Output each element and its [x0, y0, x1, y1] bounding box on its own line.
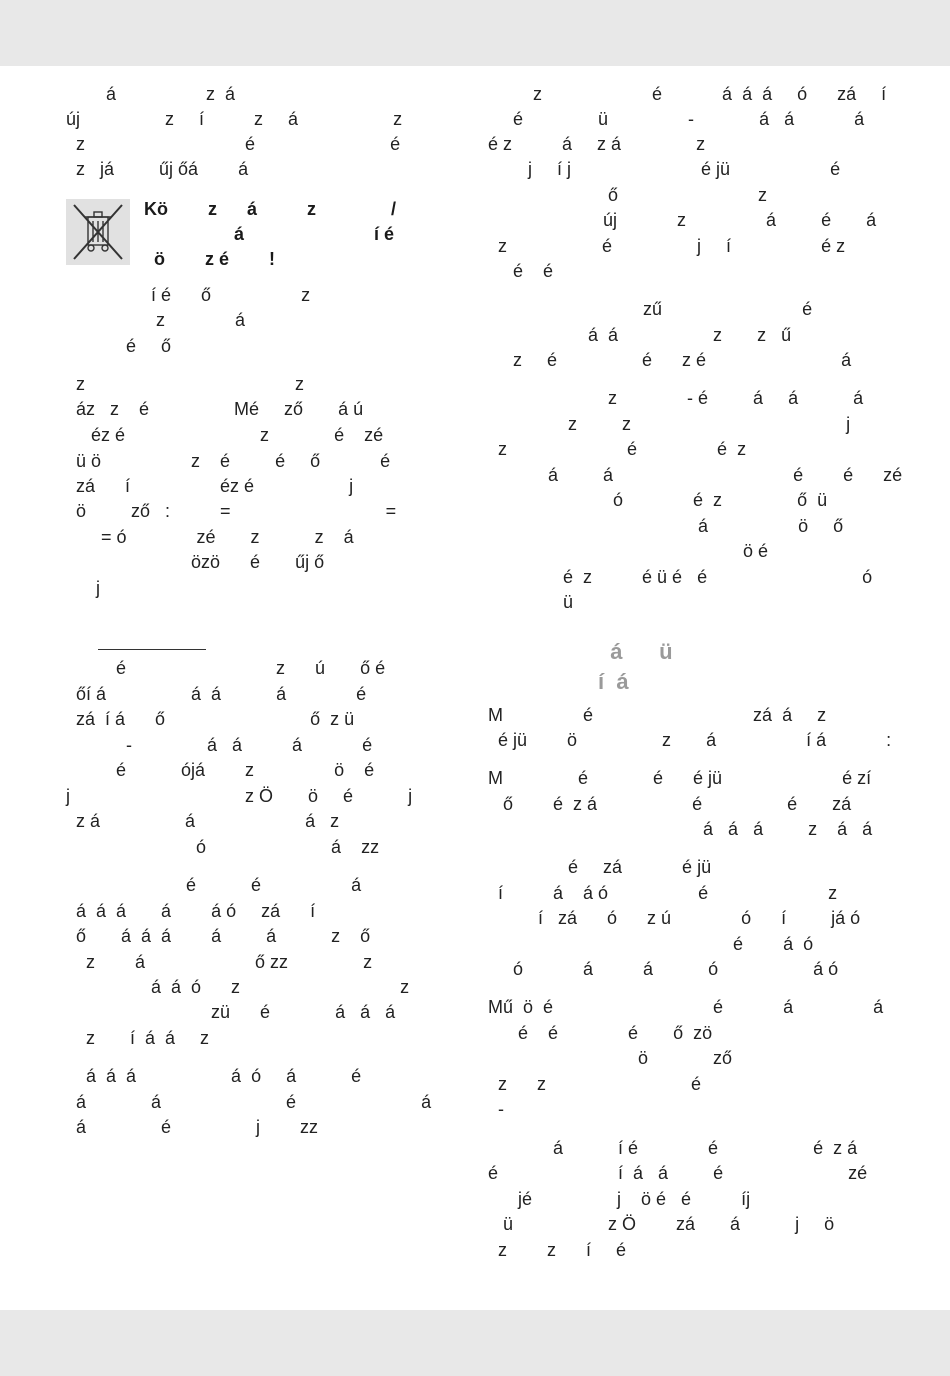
- left-b3-line-7: = ó zé z z á: [66, 527, 354, 547]
- left-b4-line-1: é z ú ő é: [66, 658, 386, 678]
- header-band: [0, 0, 950, 66]
- right-b6-line-5: ó á á ó á ó: [488, 959, 839, 979]
- right-b1-line-4: j í j é jü é: [488, 159, 841, 179]
- left-b4-line-5: é ójá z ö é: [66, 760, 375, 780]
- left-b3-line-1: z z: [66, 374, 305, 394]
- left-b3-line-2: áz z é Mé ző á ú: [66, 399, 364, 419]
- right-b6-line-3: í zá ó z ú ó í já ó: [488, 908, 861, 928]
- right-b3-line-7: ö é: [488, 541, 769, 561]
- left-b1-line-4: z já űj őá á: [66, 159, 249, 179]
- right-b1-line-7: z é j í é z: [488, 236, 846, 256]
- right-b1-line-3: é z á z á z: [488, 134, 706, 154]
- right-b3-line-1: z - é á á á: [488, 388, 864, 408]
- section-divider: [98, 649, 206, 650]
- left-b3-line-8: özö é űj ő: [66, 552, 325, 572]
- left-b2-line-2: z á: [66, 310, 246, 330]
- left-b5-line-3: ő á á á á á z ő: [66, 926, 371, 946]
- left-b5-line-4: z á ő zz z: [66, 952, 373, 972]
- right-b7-line-4: z z é: [488, 1074, 702, 1094]
- right-b8-line-2: é í á á é zé: [488, 1163, 868, 1183]
- right-b8-line-4: ü z Ö zá á j ö: [488, 1214, 835, 1234]
- right-b1-line-8: é é: [488, 261, 554, 281]
- left-b2-line-1: í é ő z: [66, 285, 311, 305]
- right-b5-line-1: M é é é jü é zí: [488, 768, 872, 788]
- left-b2-line-3: é ő: [66, 336, 172, 356]
- section-heading-line-2: í á: [488, 669, 629, 694]
- left-b3-line-6: ö ző : = =: [66, 501, 397, 521]
- crossed-out-wheelie-bin-icon: [66, 199, 130, 265]
- footer-band: [0, 1310, 950, 1376]
- right-b6-line-2: í á á ó é z: [488, 883, 838, 903]
- right-b1-line-6: új z á é á: [488, 210, 877, 230]
- left-warning-line-1: Kö z á z /: [144, 199, 397, 219]
- right-b3-line-8: é z é ü é é ó: [488, 567, 873, 587]
- right-b4-line-1: M é zá á z: [488, 705, 827, 725]
- right-b1-line-5: ő z: [488, 185, 768, 205]
- left-b1-line-2: új z í z á z: [66, 109, 403, 129]
- right-b7-line-1: Mű ö é é á á: [488, 997, 884, 1017]
- right-b3-line-9: ü: [488, 592, 574, 612]
- right-b1-line-1: z é á á á ó zá í: [488, 84, 887, 104]
- left-b4-line-4: - á á á é: [66, 735, 373, 755]
- right-b1-line-2: é ü - á á á: [488, 109, 865, 129]
- left-b1-line-1: á z á: [66, 84, 236, 104]
- right-b8-line-3: jé j ö é é íj: [488, 1189, 751, 1209]
- right-b3-line-3: z é é z: [488, 439, 747, 459]
- right-b3-line-2: z z j: [488, 414, 851, 434]
- left-b3-line-4: ü ö z é é ő é: [66, 451, 391, 471]
- left-warning-line-2: á í é: [144, 224, 395, 244]
- left-b1-line-3: z é é: [66, 134, 401, 154]
- left-b6-line-3: á é j zz: [66, 1117, 319, 1137]
- section-heading-line-1: á ü: [488, 639, 673, 664]
- left-b5-line-7: z í á á z: [66, 1028, 210, 1048]
- left-b6-line-2: á á é á: [66, 1092, 432, 1112]
- right-b3-line-4: á á é é zé: [488, 465, 903, 485]
- left-b3-line-3: éz é z é zé: [66, 425, 384, 445]
- right-b2-line-1: zű é: [488, 299, 813, 319]
- right-b8-line-1: á í é é é z á: [488, 1138, 858, 1158]
- left-b5-line-2: á á á á á ó zá í: [66, 901, 316, 921]
- left-b4-line-2: őí á á á á é: [66, 684, 367, 704]
- left-b5-line-6: zü é á á á: [66, 1002, 396, 1022]
- left-b6-line-1: á á á á ó á é: [66, 1066, 362, 1086]
- right-b5-line-3: á á á z á á: [488, 819, 873, 839]
- right-b6-line-1: é zá é jü: [488, 857, 712, 877]
- right-b7-line-2: é é é ő zö: [488, 1023, 713, 1043]
- right-b7-line-3: ö ző: [488, 1048, 733, 1068]
- right-b8-line-5: z z í é: [488, 1240, 627, 1260]
- right-b3-line-5: ó é z ő ü: [488, 490, 828, 510]
- left-b3-line-9: j: [66, 578, 101, 598]
- right-b6-line-4: é á ó: [488, 934, 814, 954]
- right-b5-line-2: ő é z á é é zá: [488, 794, 852, 814]
- left-b4-line-6: j z Ö ö é j: [66, 786, 413, 806]
- left-b4-line-7: z á á á z: [66, 811, 340, 831]
- left-b4-line-8: ó á zz: [66, 837, 380, 857]
- right-b7-line-5: -: [488, 1099, 504, 1119]
- left-b5-line-1: é é á: [66, 875, 362, 895]
- right-b3-line-6: á ö ő: [488, 516, 844, 536]
- right-b2-line-3: z é é z é á: [488, 350, 852, 370]
- right-b2-line-2: á á z z ű: [488, 325, 792, 345]
- left-b3-line-5: zá í éz é j: [66, 476, 354, 496]
- left-warning-line-3: ö z é !: [144, 249, 276, 269]
- left-b5-line-5: á á ó z z: [66, 977, 410, 997]
- left-b4-line-3: zá í á ő ő z ü: [66, 709, 355, 729]
- right-b4-line-2: é jü ö z á í á :: [488, 730, 892, 750]
